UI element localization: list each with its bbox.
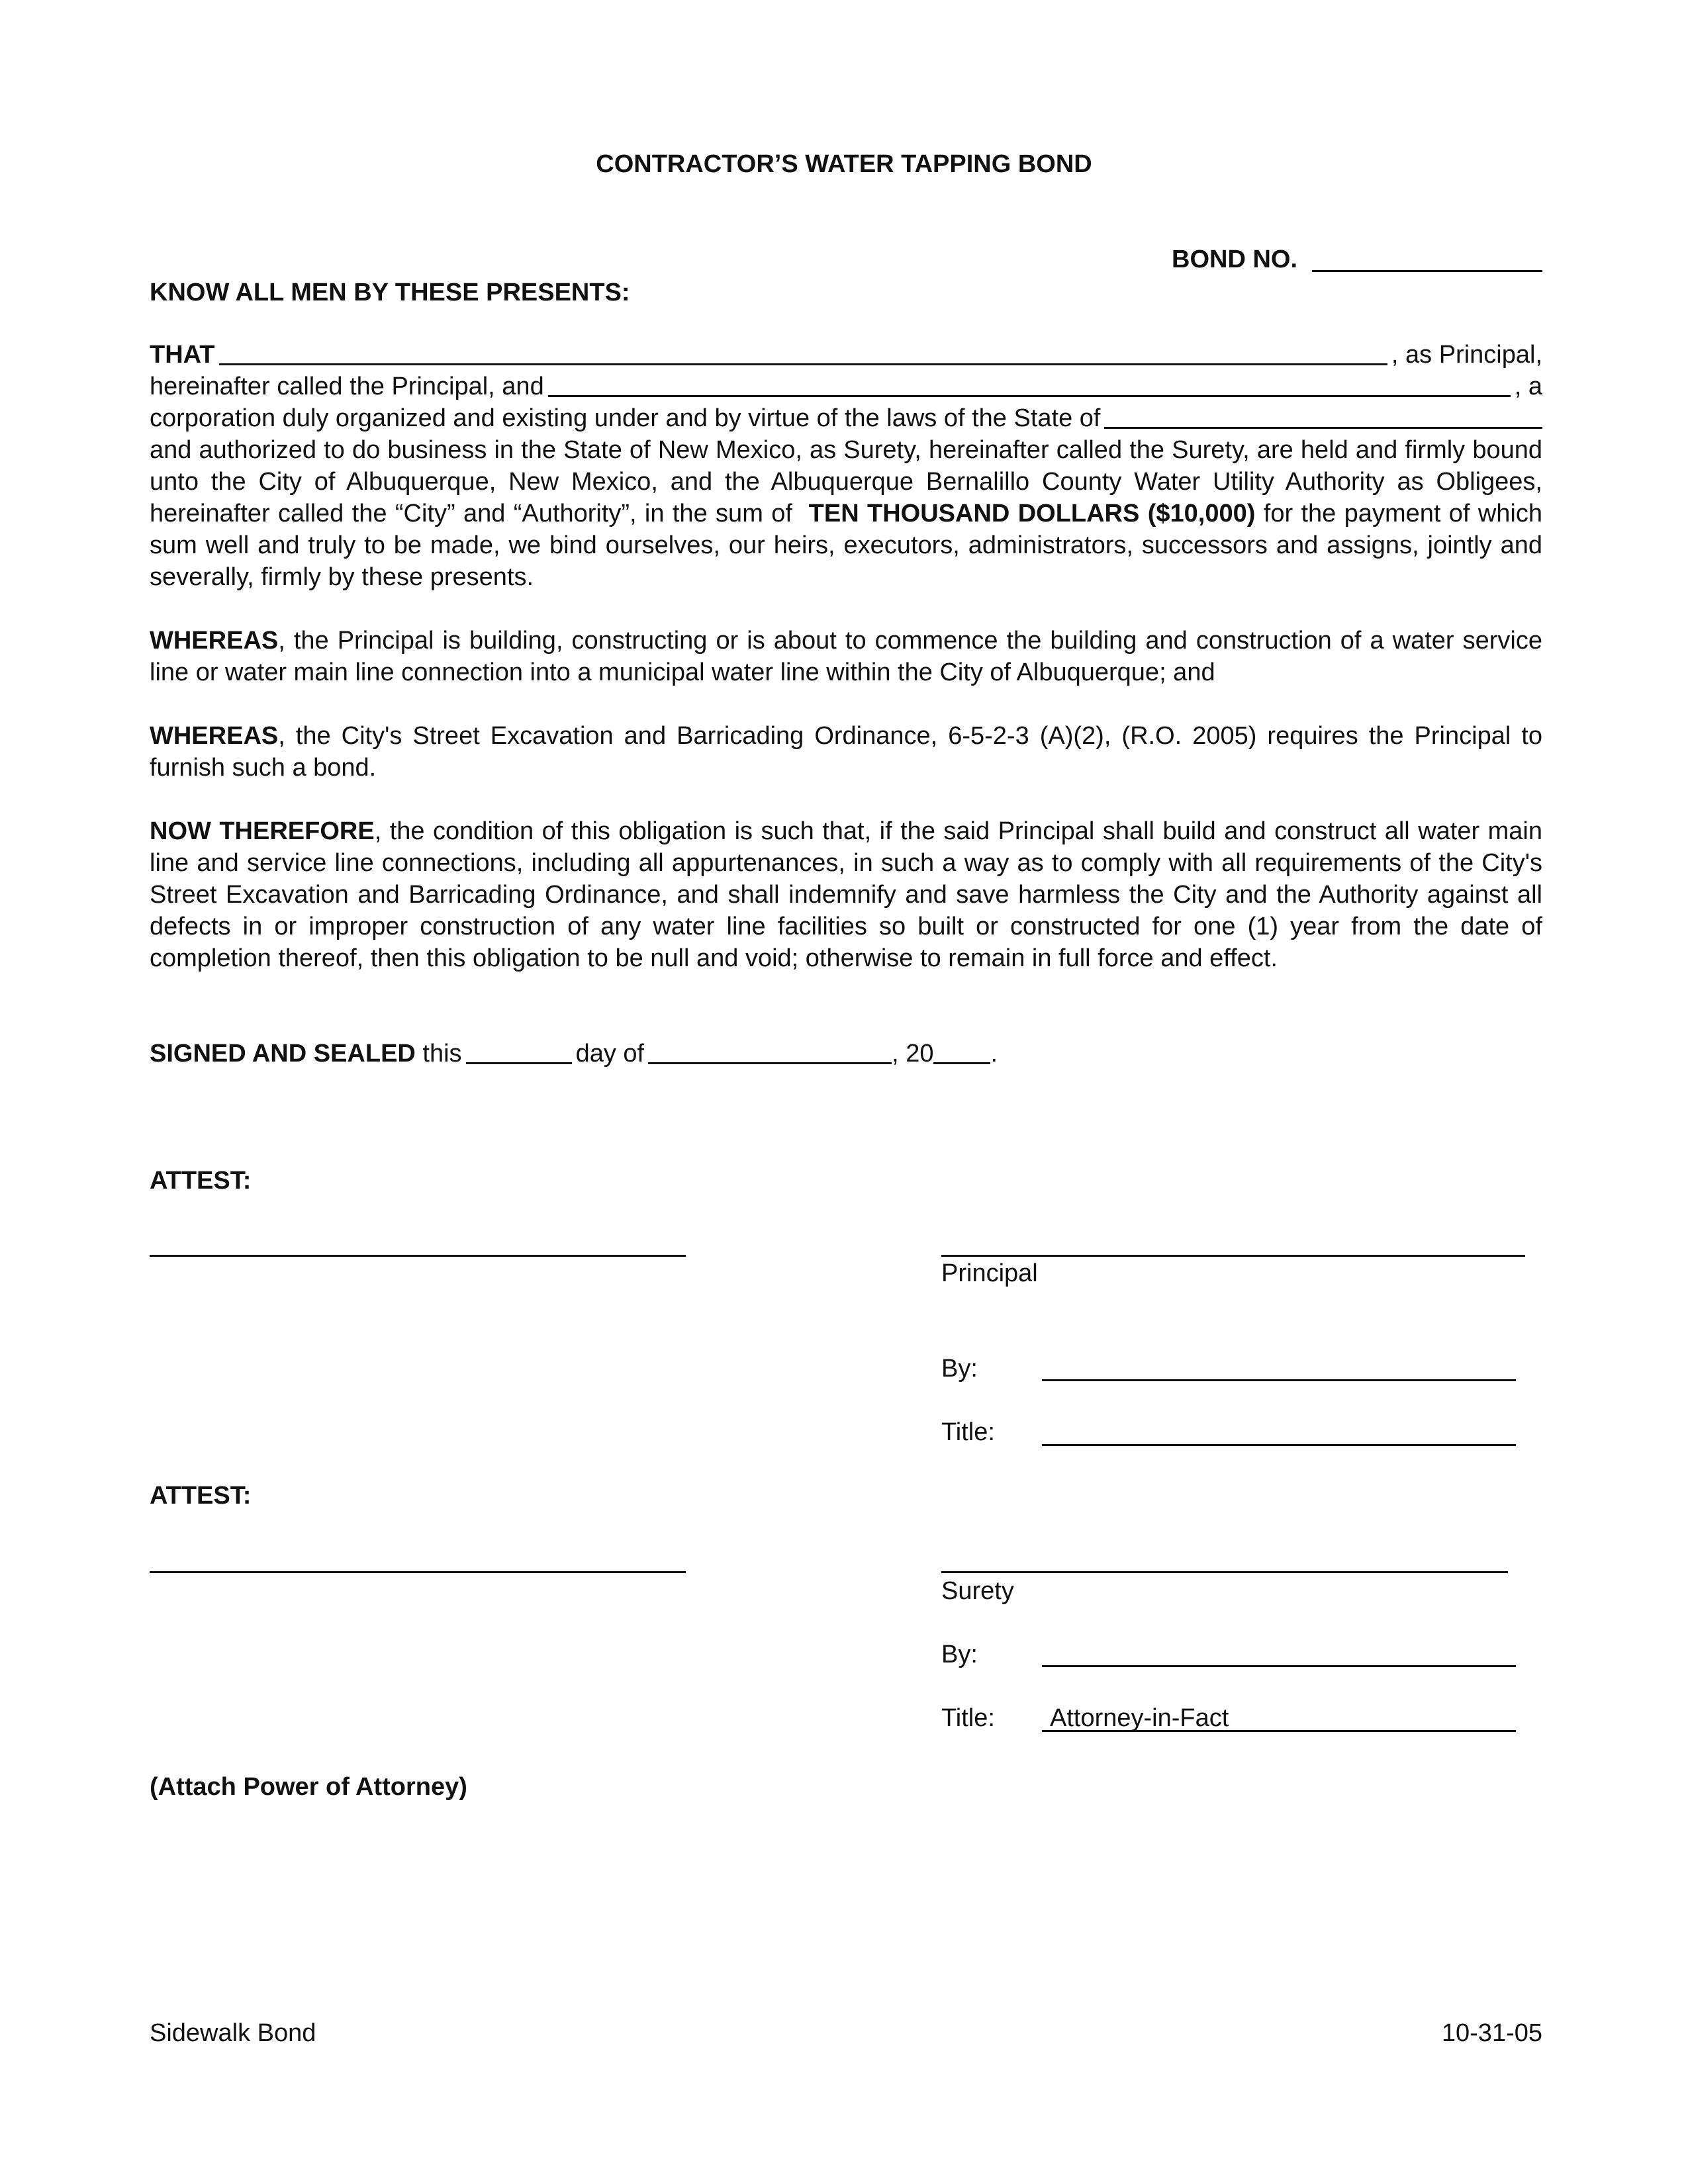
principal-title-label: Title: bbox=[941, 1418, 995, 1446]
corporation-text: corporation duly organized and existing under and by virtue of the laws of the State of bbox=[150, 404, 1101, 432]
attest-signature-line-2[interactable] bbox=[150, 1571, 686, 1573]
whereas-lead-1: WHEREAS bbox=[150, 627, 279, 655]
whereas-text-1: , the Principal is building, constructing or is about to commence the building and construction of a water service line or water main line connection into a municipal water line within the City of Albuquerque; and bbox=[150, 627, 1542, 686]
intro-heading: KNOW ALL MEN BY THESE PRESENTS: bbox=[150, 279, 630, 306]
obligation-paragraph bbox=[150, 434, 1542, 593]
day-field[interactable] bbox=[466, 1062, 572, 1064]
whereas-lead-2: WHEREAS bbox=[150, 722, 279, 750]
signed-this-text: this bbox=[422, 1040, 462, 1068]
footer-right: 10-31-05 bbox=[1441, 2019, 1542, 2047]
year-prefix: , 20 bbox=[892, 1040, 934, 1068]
as-principal-text: , as Principal, bbox=[1391, 341, 1542, 369]
signed-sealed-line bbox=[150, 1038, 998, 1069]
surety-title-field[interactable] bbox=[1042, 1730, 1516, 1732]
surety-title-value: Attorney-in-Fact bbox=[1050, 1704, 1229, 1732]
obligation-text-a: and authorized to do business in the State of New Mexico, as Surety, hereinafter called the Surety, are held and firmly bound unto the City of Albuquerque, New Mexico, and the Albuquerque Bernalillo County Water Utility Authority as Obligees, hereinafter called the “City” and “Authority”, in the sum of bbox=[150, 436, 1542, 527]
state-field[interactable] bbox=[1104, 427, 1542, 429]
amount-words: TEN THOUSAND DOLLARS bbox=[808, 500, 1140, 527]
attach-power-of-attorney-note: (Attach Power of Attorney) bbox=[150, 1773, 467, 1801]
amount-number: ($10,000) bbox=[1147, 500, 1256, 527]
now-therefore-paragraph bbox=[150, 815, 1542, 974]
surety-by-label: By: bbox=[941, 1641, 978, 1668]
bond-no-field[interactable] bbox=[1312, 270, 1542, 272]
bond-no-label: BOND NO. bbox=[1172, 246, 1297, 273]
signed-period: . bbox=[990, 1040, 998, 1068]
principal-by-field[interactable] bbox=[1042, 1379, 1516, 1381]
footer-left: Sidewalk Bond bbox=[150, 2019, 316, 2047]
day-of-text: day of bbox=[575, 1040, 645, 1068]
a-text: , a bbox=[1514, 373, 1542, 400]
attest-signature-line-1[interactable] bbox=[150, 1255, 686, 1257]
principal-title-field[interactable] bbox=[1042, 1444, 1516, 1446]
now-therefore-lead: NOW THEREFORE bbox=[150, 817, 375, 845]
that-label: THAT bbox=[150, 341, 215, 369]
principal-signature-line[interactable] bbox=[941, 1255, 1525, 1257]
principal-name-field[interactable] bbox=[219, 363, 1387, 365]
surety-by-field[interactable] bbox=[1042, 1665, 1516, 1667]
whereas-paragraph-2 bbox=[150, 720, 1542, 784]
signed-sealed-lead: SIGNED AND SEALED bbox=[150, 1040, 416, 1068]
attest-label-2: ATTEST: bbox=[150, 1482, 252, 1510]
surety-signature-line[interactable] bbox=[941, 1571, 1508, 1573]
surety-title-label: Title: bbox=[941, 1704, 995, 1732]
surety-line bbox=[150, 371, 1542, 402]
year-field[interactable] bbox=[933, 1062, 990, 1064]
month-field[interactable] bbox=[648, 1062, 892, 1064]
that-line bbox=[150, 339, 1542, 371]
principal-label: Principal bbox=[941, 1259, 1038, 1287]
surety-name-field[interactable] bbox=[548, 395, 1511, 397]
whereas-paragraph-1 bbox=[150, 625, 1542, 688]
surety-label: Surety bbox=[941, 1577, 1014, 1605]
principal-by-label: By: bbox=[941, 1355, 978, 1383]
hereinafter-text: hereinafter called the Principal, and bbox=[150, 373, 544, 400]
now-therefore-text: , the condition of this obligation is such that, if the said Principal shall build and construct all water main line and service line connections, including all appurtenances, in such a way as to comply with all requirements of the City's Street Excavation and Barricading Ordinance, and shall indemnify and save harmless the City and the Authority against all defects in or improper construction of any water line facilities so built or constructed for one (1) year from the date of completion thereof, then this obligation to be null and void; otherwise to remain in full force and effect. bbox=[150, 817, 1542, 972]
obligation-text-b: for the payment of which sum well and truly to be made, we bind ourselves, our heirs, executors, administrators, successors and assigns, jointly and severally, firmly by these presents. bbox=[150, 500, 1542, 591]
document-title: CONTRACTOR’S WATER TAPPING BOND bbox=[596, 150, 1092, 178]
whereas-text-2: , the City's Street Excavation and Barricading Ordinance, 6-5-2-3 (A)(2), (R.O. 2005) requires the Principal to furnish such a bond. bbox=[150, 722, 1542, 782]
state-line bbox=[150, 402, 1542, 434]
attest-label-1: ATTEST: bbox=[150, 1167, 252, 1195]
